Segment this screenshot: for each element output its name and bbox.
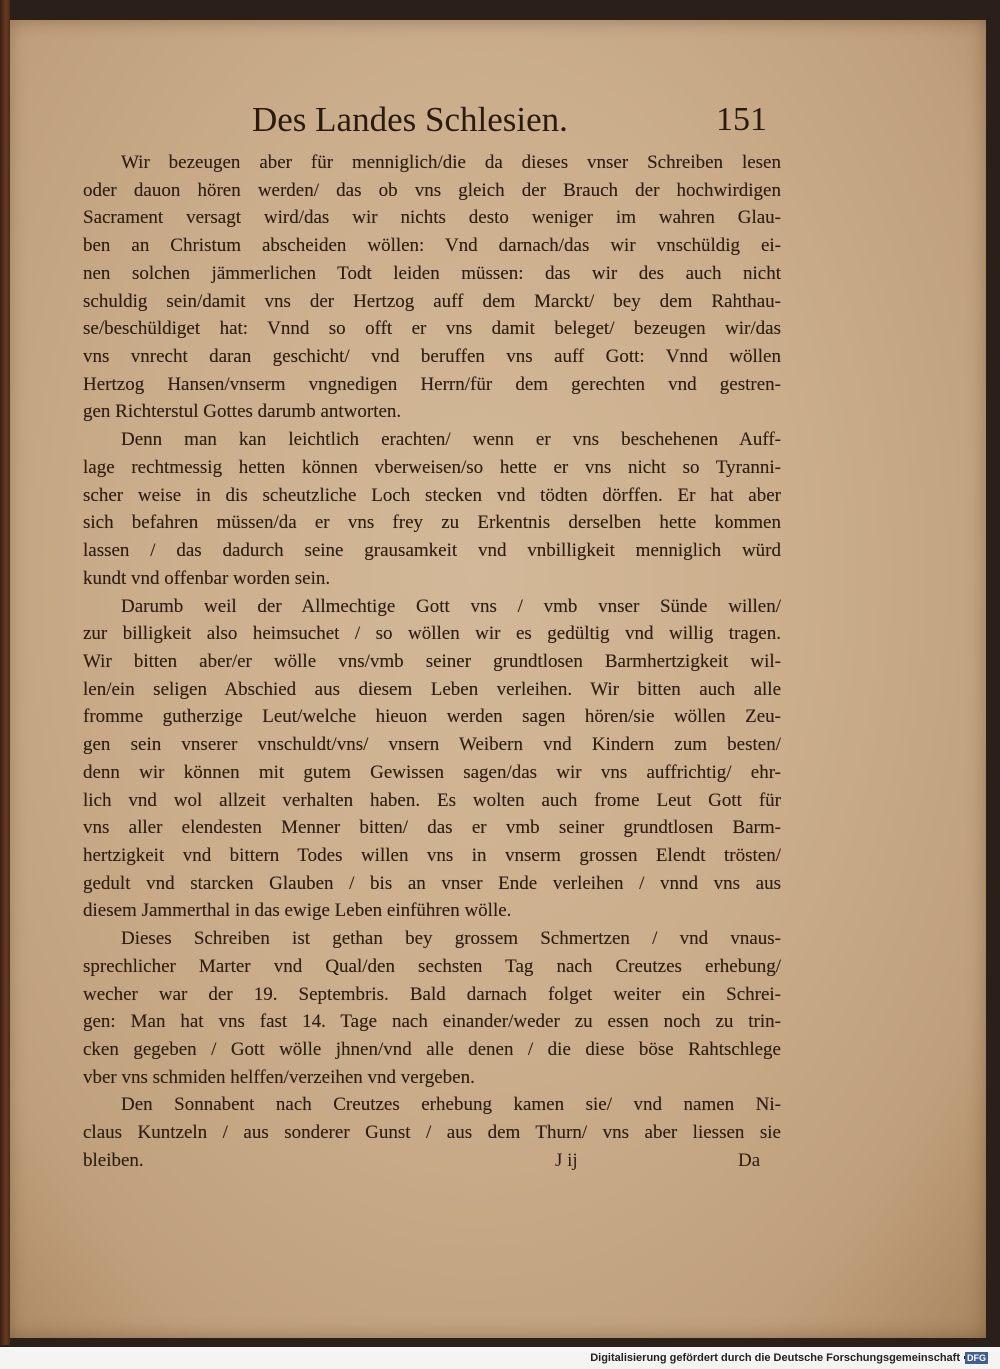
text-line: bleiben.	[83, 1149, 144, 1171]
text-line: vns aller elendesten Menner bitten/ das er vmb seiner grundtlosen Barm-	[83, 817, 781, 839]
text-line: gedult vnd starcken Glauben / bis an vnser Ende verleihen / vnnd vns aus	[83, 872, 781, 894]
text-line: Dieses Schreiben ist gethan bey grossem Schmertzen / vnd vnaus-	[121, 928, 781, 950]
printer-signature-mark: J ij	[555, 1150, 578, 1171]
text-line: oder dauon hören werden/ das ob vns gleich der Brauch der hochwirdigen	[83, 179, 781, 201]
text-line: ben an Christum abscheiden wöllen: Vnd darnach/das wir vnschüldig ei-	[83, 235, 781, 257]
text-line: denn wir können mit gutem Gewissen sagen/das wir vns auffrichtig/ ehr-	[83, 761, 781, 783]
text-line: vber vns schmiden helffen/verzeihen vnd vergeben.	[83, 1066, 475, 1088]
text-line: gen: Man hat vns fast 14. Tage nach einander/weder zu essen noch zu trin-	[83, 1011, 781, 1033]
text-line: hertzigkeit vnd bittern Todes willen vns in vnserm grossen Elendt trösten/	[83, 844, 781, 866]
text-line: wecher war der 19. Septembris. Bald darnach folget weiter ein Schrei-	[83, 983, 781, 1005]
paragraph	[83, 593, 781, 926]
paragraph	[83, 925, 781, 1091]
text-line: cken gegeben / Gott wölle jhnen/vnd alle denen / die diese böse Rahtschlege	[83, 1039, 781, 1060]
text-line: Den Sonnabent nach Creutzes erhebung kamen sie/ vnd namen Ni-	[121, 1094, 781, 1116]
text-line: Hertzog Hansen/vnserm vngnedigen Herrn/für dem gerechten vnd gestren-	[83, 373, 781, 395]
text-line: lassen / das dadurch seine grausamkeit vnd vnbilligkeit menniglich würd	[83, 540, 781, 562]
paragraph	[83, 426, 781, 592]
dfg-logo-icon: DFG	[967, 1353, 986, 1363]
text-line: se/beschüldiget hat: Vnnd so offt er vns damit beleget/ bezeugen wir/das	[83, 318, 781, 340]
text-line: Wir bitten aber/er wölle vns/vmb seiner grundtlosen Barmhertzigkeit wil-	[83, 650, 781, 672]
page-number: 151	[716, 101, 767, 138]
text-line: gen Richterstul Gottes darumb antworten.	[83, 401, 402, 423]
digitization-footer	[0, 1347, 1000, 1369]
text-line: lich vnd wol allzeit verhalten haben. Es wolten auch frome Leut Gott für	[83, 789, 781, 811]
text-body	[83, 149, 781, 1175]
binding-edge	[0, 0, 10, 1345]
text-line: claus Kuntzeln / aus sonderer Gunst / aus dem Thurn/ vns aber liessen sie	[83, 1122, 781, 1144]
text-line: Denn man kan leichtlich erachten/ wenn er vns beschehenen Auff-	[121, 429, 781, 451]
text-line: gen sein vnserer vnschuldt/vns/ vnsern Weibern vnd Kindern zum besten/	[83, 734, 781, 756]
text-line: nen solchen jämmerlichen Todt leiden müssen: das wir des auch nicht	[83, 262, 781, 284]
text-line: sprechlicher Marter vnd Qual/den sechsten Tag nach Creutzes erhebung/	[83, 955, 781, 977]
text-line: vns vnrecht daran geschicht/ vnd beruffen vns auff Gott: Vnnd wöllen	[83, 346, 781, 368]
text-line: len/ein seligen Abschied aus diesem Leben verleihen. Wir bitten auch alle	[83, 678, 781, 700]
text-line: zur billigkeit also heimsuchet / so wöllen wir es gedültig vnd willig tragen.	[83, 623, 781, 645]
paragraph	[83, 149, 781, 426]
text-line: sich befahren müssen/da er vns frey zu Erkentnis derselben hette kommen	[83, 512, 781, 534]
text-line: Wir bezeugen aber für menniglich/die da dieses vnser Schreiben lesen	[121, 152, 781, 173]
text-line: fromme gutherzige Leut/welche hieuon werden sagen hören/sie wöllen Zeu-	[83, 706, 781, 728]
running-head-title: Des Landes Schlesien.	[252, 100, 568, 139]
text-line: diesem Jammerthal in das ewige Leben einführen wölle.	[83, 900, 512, 922]
text-line: Sacrament versagt wird/das wir nichts desto weniger im wahren Glau-	[83, 207, 781, 229]
paragraph	[83, 1091, 781, 1174]
text-line: lage rechtmessig hetten können vberweisen/so hette er vns nicht so Tyranni-	[83, 456, 781, 478]
catchword: Da	[738, 1150, 761, 1171]
text-line: Darumb weil der Allmechtige Gott vns / vmb vnser Sünde willen/	[121, 595, 781, 617]
text-line: kundt vnd offenbar worden sein.	[83, 567, 331, 589]
text-line: scher weise in dis scheutzliche Loch stecken vnd tödten dörffen. Er hat aber	[83, 484, 781, 506]
funding-notice: Digitalisierung gefördert durch die Deutsche Forschungsgemeinschaft	[590, 1352, 960, 1364]
text-line: schuldig sein/damit vns der Hertzog auff dem Marckt/ bey dem Rahthau-	[83, 290, 781, 312]
